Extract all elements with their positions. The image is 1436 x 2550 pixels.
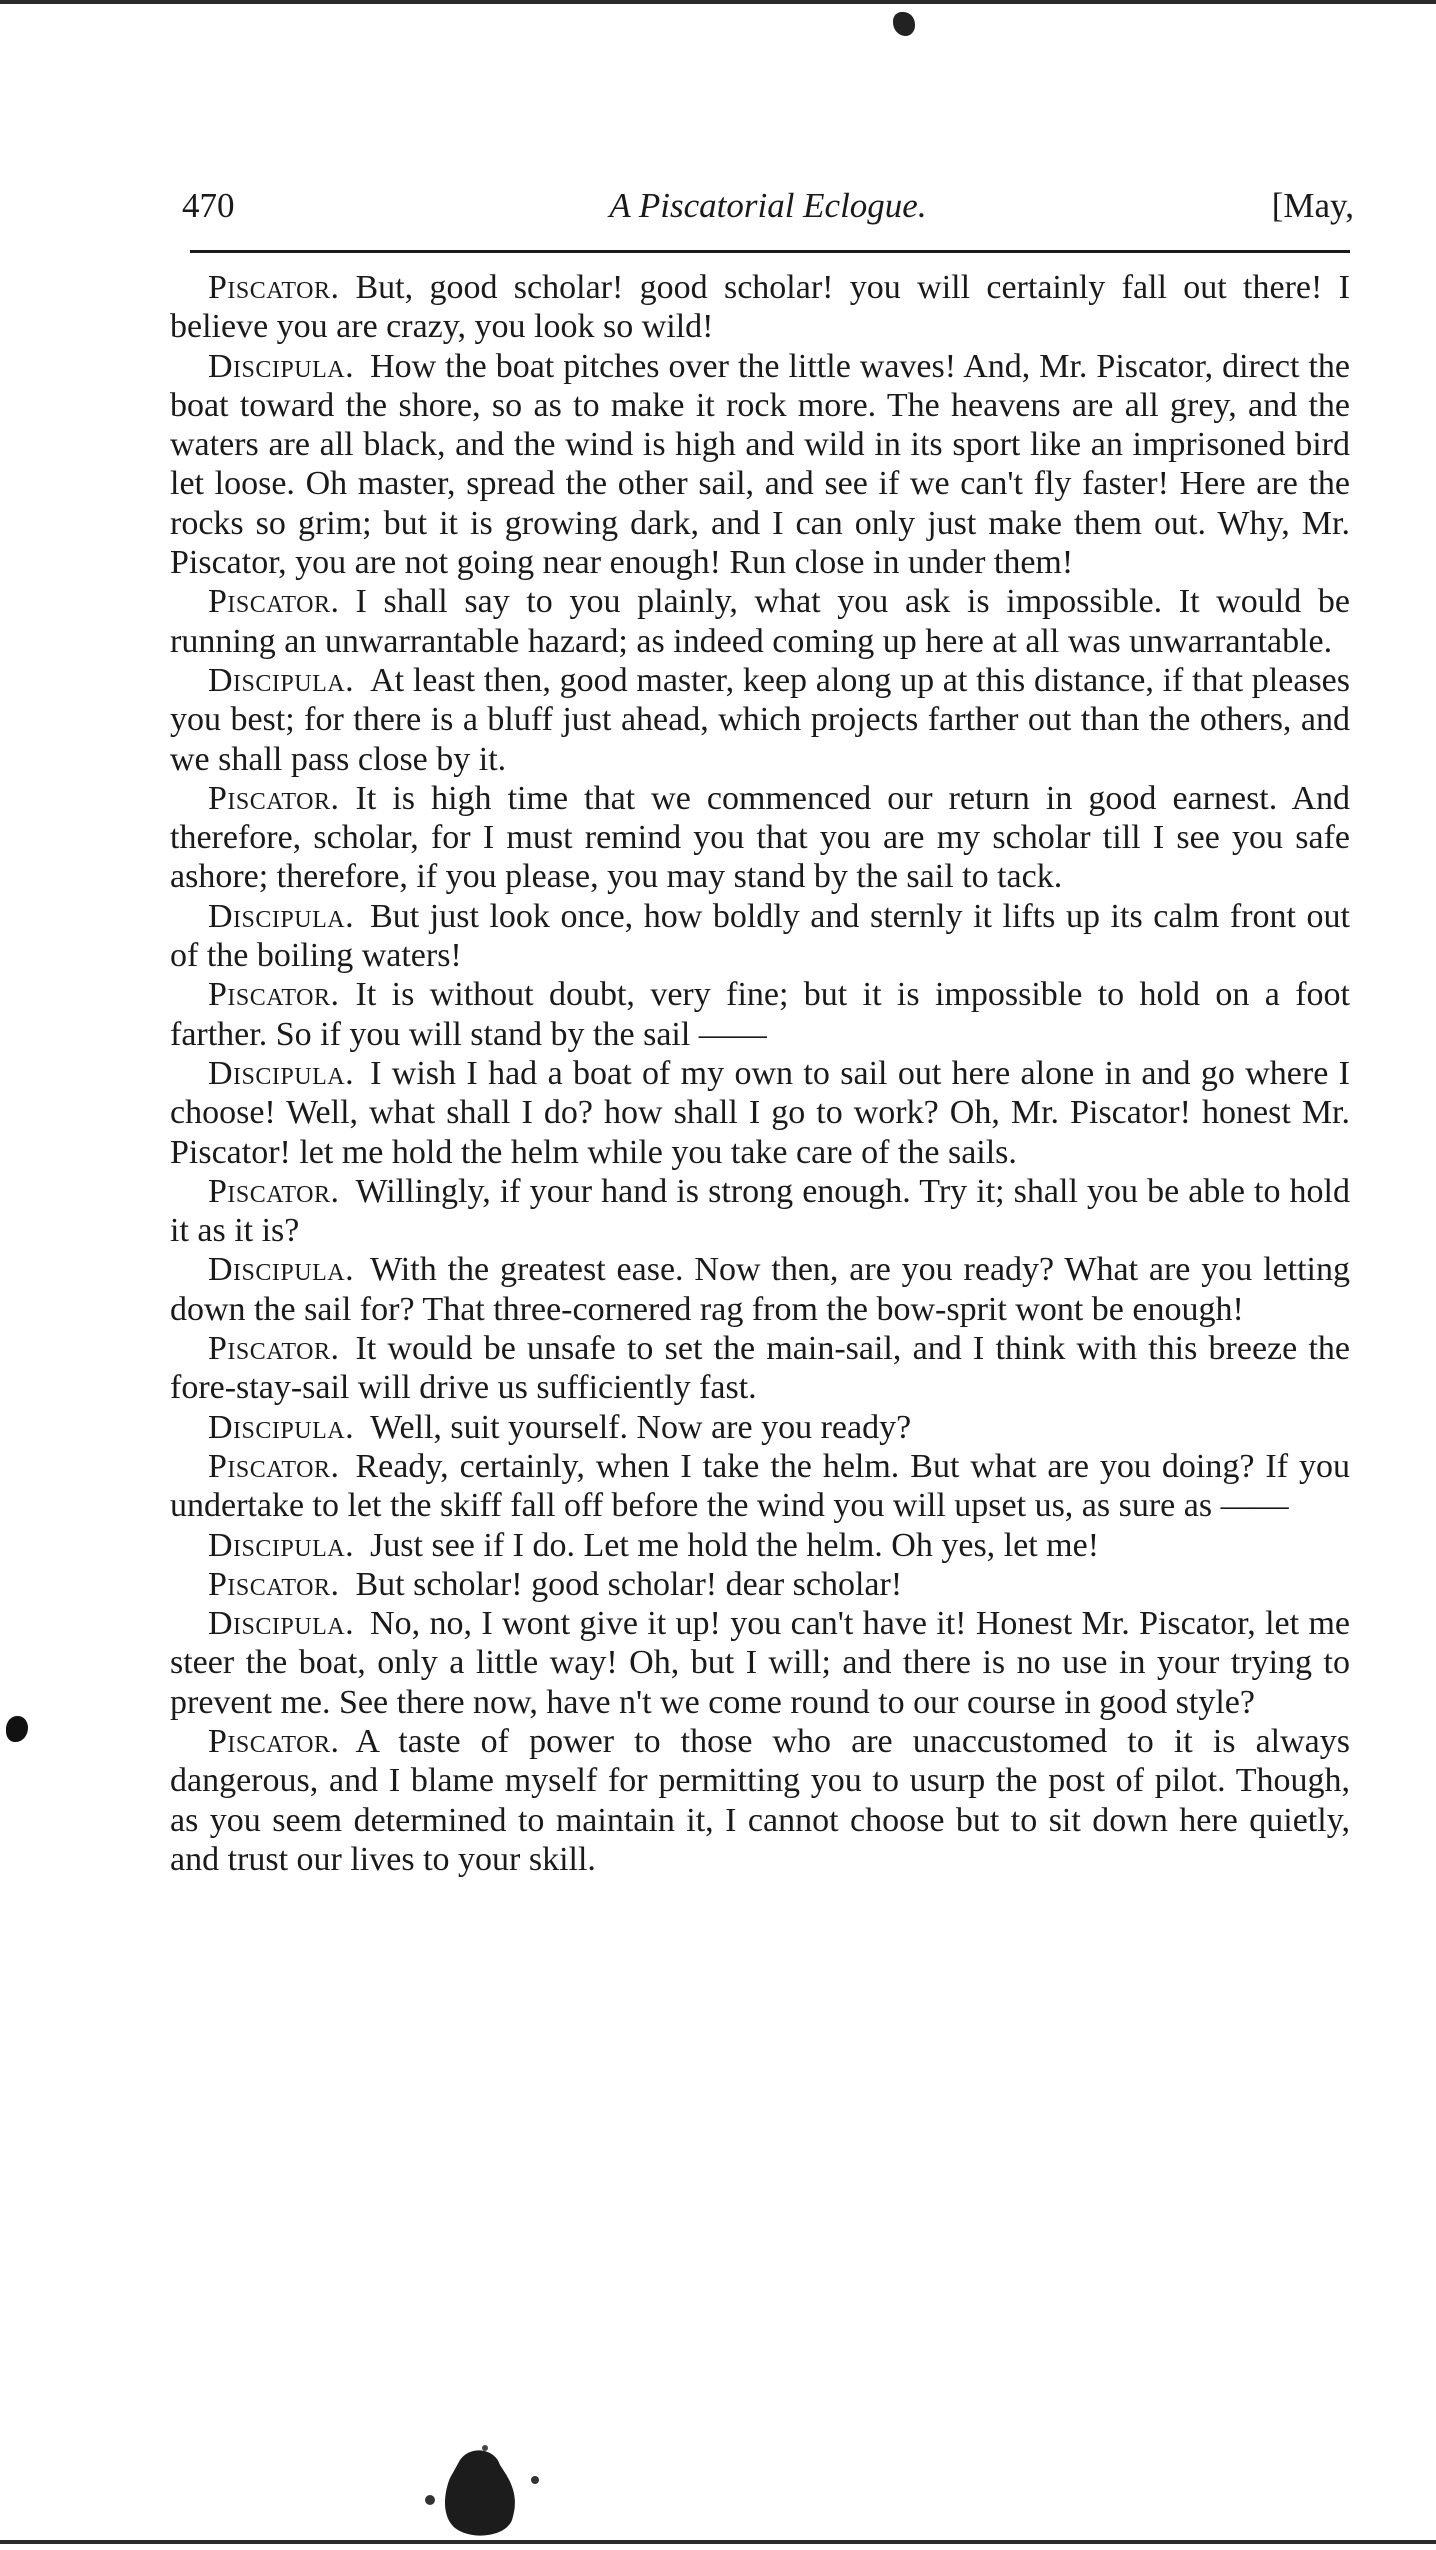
dialogue-paragraph <box>170 1526 1350 1565</box>
dialogue-paragraph <box>170 347 1350 583</box>
speech-text: No, no, I wont give it up! you can't have it! Honest Mr. Piscator, let me steer the boat, only a little way! Oh, but I will; and there is no use in your trying to prevent me. See there now, have n't we come round to our course in good style? <box>170 1605 1350 1721</box>
speech-text: How the boat pitches over the little waves! And, Mr. Piscator, direct the boat toward the shore, so as to make it rock more. The heavens are all grey, and the waters are all black, and the wind is high and wild in its sport like an imprisoned bird let loose. Oh master, spread the other sail, and see if we can't fly faster! Here are the rocks so grim; but it is growing dark, and I can only just make them out. Why, Mr. Piscator, you are not going near enough! Run close in under them! <box>170 347 1350 582</box>
dialogue-paragraph <box>170 268 1350 347</box>
speech-text: At least then, good master, keep along up at this distance, if that pleases you best; for there is a bluff just ahead, which projects farther out than the others, and we shall pass close by it. <box>170 661 1350 778</box>
speaker-name: Discipula. <box>208 1054 355 1092</box>
speaker-name: Piscator. <box>208 269 340 306</box>
running-head <box>182 180 1354 236</box>
ink-blot-margin <box>6 1716 28 1742</box>
speaker-name: Discipula. <box>208 661 355 699</box>
speech-text: Just see if I do. Let me hold the helm. Oh yes, let me! <box>370 1526 1100 1564</box>
speech-text: Well, suit yourself. Now are you ready? <box>370 1408 912 1446</box>
dialogue-paragraph <box>170 1250 1350 1329</box>
dialogue-paragraph <box>170 1329 1350 1408</box>
speaker-name: Piscator. <box>208 583 340 621</box>
speaker-name: Piscator. <box>208 1330 340 1368</box>
dialogue-paragraph <box>170 779 1350 897</box>
speech-text: I wish I had a boat of my own to sail out here alone in and go where I choose! Well, what shall I do? how shall I go to work? Oh, Mr. Piscator! honest Mr. Piscator! let me hold the helm while you take care of the sails. <box>170 1054 1350 1171</box>
speaker-name: Piscator. <box>208 976 340 1014</box>
top-edge-rule <box>0 0 1436 4</box>
dialogue-paragraph <box>170 582 1350 661</box>
speaker-name: Discipula. <box>208 1526 355 1564</box>
speech-text: A taste of power to those who are unaccustomed to it is always dangerous, and I blame myself for permitting you to usurp the post of pilot. Though, as you seem determined to maintain it, I cannot choose but to sit down here quietly, and trust our lives to your skill. <box>170 1722 1350 1878</box>
dialogue-paragraph <box>170 1565 1350 1604</box>
dialogue-paragraph <box>170 1172 1350 1251</box>
dialogue-paragraph <box>170 975 1350 1054</box>
speech-text: It is high time that we commenced our return in good earnest. And therefore, scholar, for I must remind you that you are my scholar till I see you safe ashore; therefore, if you please, you may stand by the sail to tack. <box>170 779 1350 896</box>
speaker-name: Discipula. <box>208 1408 355 1446</box>
speech-text: But just look once, how boldly and sternly it lifts up its calm front out of the boiling waters! <box>170 897 1350 975</box>
speaker-name: Piscator. <box>208 779 340 817</box>
speaker-name: Piscator. <box>208 1447 340 1485</box>
speaker-name: Piscator. <box>208 1722 340 1760</box>
speech-text: It would be unsafe to set the main-sail, and I think with this breeze the fore-stay-sail will drive us sufficiently fast. <box>170 1330 1350 1407</box>
dialogue-paragraph <box>170 661 1350 779</box>
issue-month: [May, <box>1271 186 1354 225</box>
dialogue-text <box>170 268 1350 1879</box>
speaker-name: Piscator. <box>208 1565 340 1603</box>
page-number: 470 <box>182 186 235 225</box>
speaker-name: Piscator. <box>208 1172 340 1210</box>
ink-smudge-bottom <box>400 2440 570 2540</box>
speech-text: Willingly, if your hand is strong enough. Try it; shall you be able to hold it as it is? <box>170 1172 1350 1250</box>
speech-text: I shall say to you plainly, what you ask is impossible. It would be running an unwarrantable hazard; as indeed coming up here at all was unwarrantable. <box>170 583 1350 660</box>
dialogue-paragraph <box>170 1408 1350 1447</box>
dialogue-paragraph <box>170 1447 1350 1526</box>
bottom-edge-rule <box>0 2540 1436 2544</box>
page-title: A Piscatorial Eclogue. <box>609 186 927 225</box>
speaker-name: Discipula. <box>208 1605 355 1643</box>
ink-smudge-top <box>893 12 915 36</box>
speaker-name: Discipula. <box>208 347 355 385</box>
speech-text: Ready, certainly, when I take the helm. But what are you doing? If you undertake to let the skiff fall off before the wind you will upset us, as sure as —— <box>170 1447 1350 1525</box>
header-rule <box>190 250 1350 253</box>
dialogue-paragraph <box>170 897 1350 976</box>
speaker-name: Discipula. <box>208 1251 355 1289</box>
dialogue-paragraph <box>170 1054 1350 1172</box>
speech-text: It is without doubt, very fine; but it is impossible to hold on a foot farther. So if you will stand by the sail —— <box>170 976 1350 1053</box>
speech-text: With the greatest ease. Now then, are you ready? What are you letting down the sail for? That three-cornered rag from the bow-sprit wont be enough! <box>170 1251 1350 1328</box>
speaker-name: Discipula. <box>208 897 355 935</box>
dialogue-paragraph <box>170 1604 1350 1722</box>
dialogue-paragraph <box>170 1722 1350 1879</box>
speech-text: But scholar! good scholar! dear scholar! <box>355 1565 903 1603</box>
speech-text: But, good scholar! good scholar! you will certainly fall out there! I believe you are crazy, you look so wild! <box>170 269 1350 346</box>
